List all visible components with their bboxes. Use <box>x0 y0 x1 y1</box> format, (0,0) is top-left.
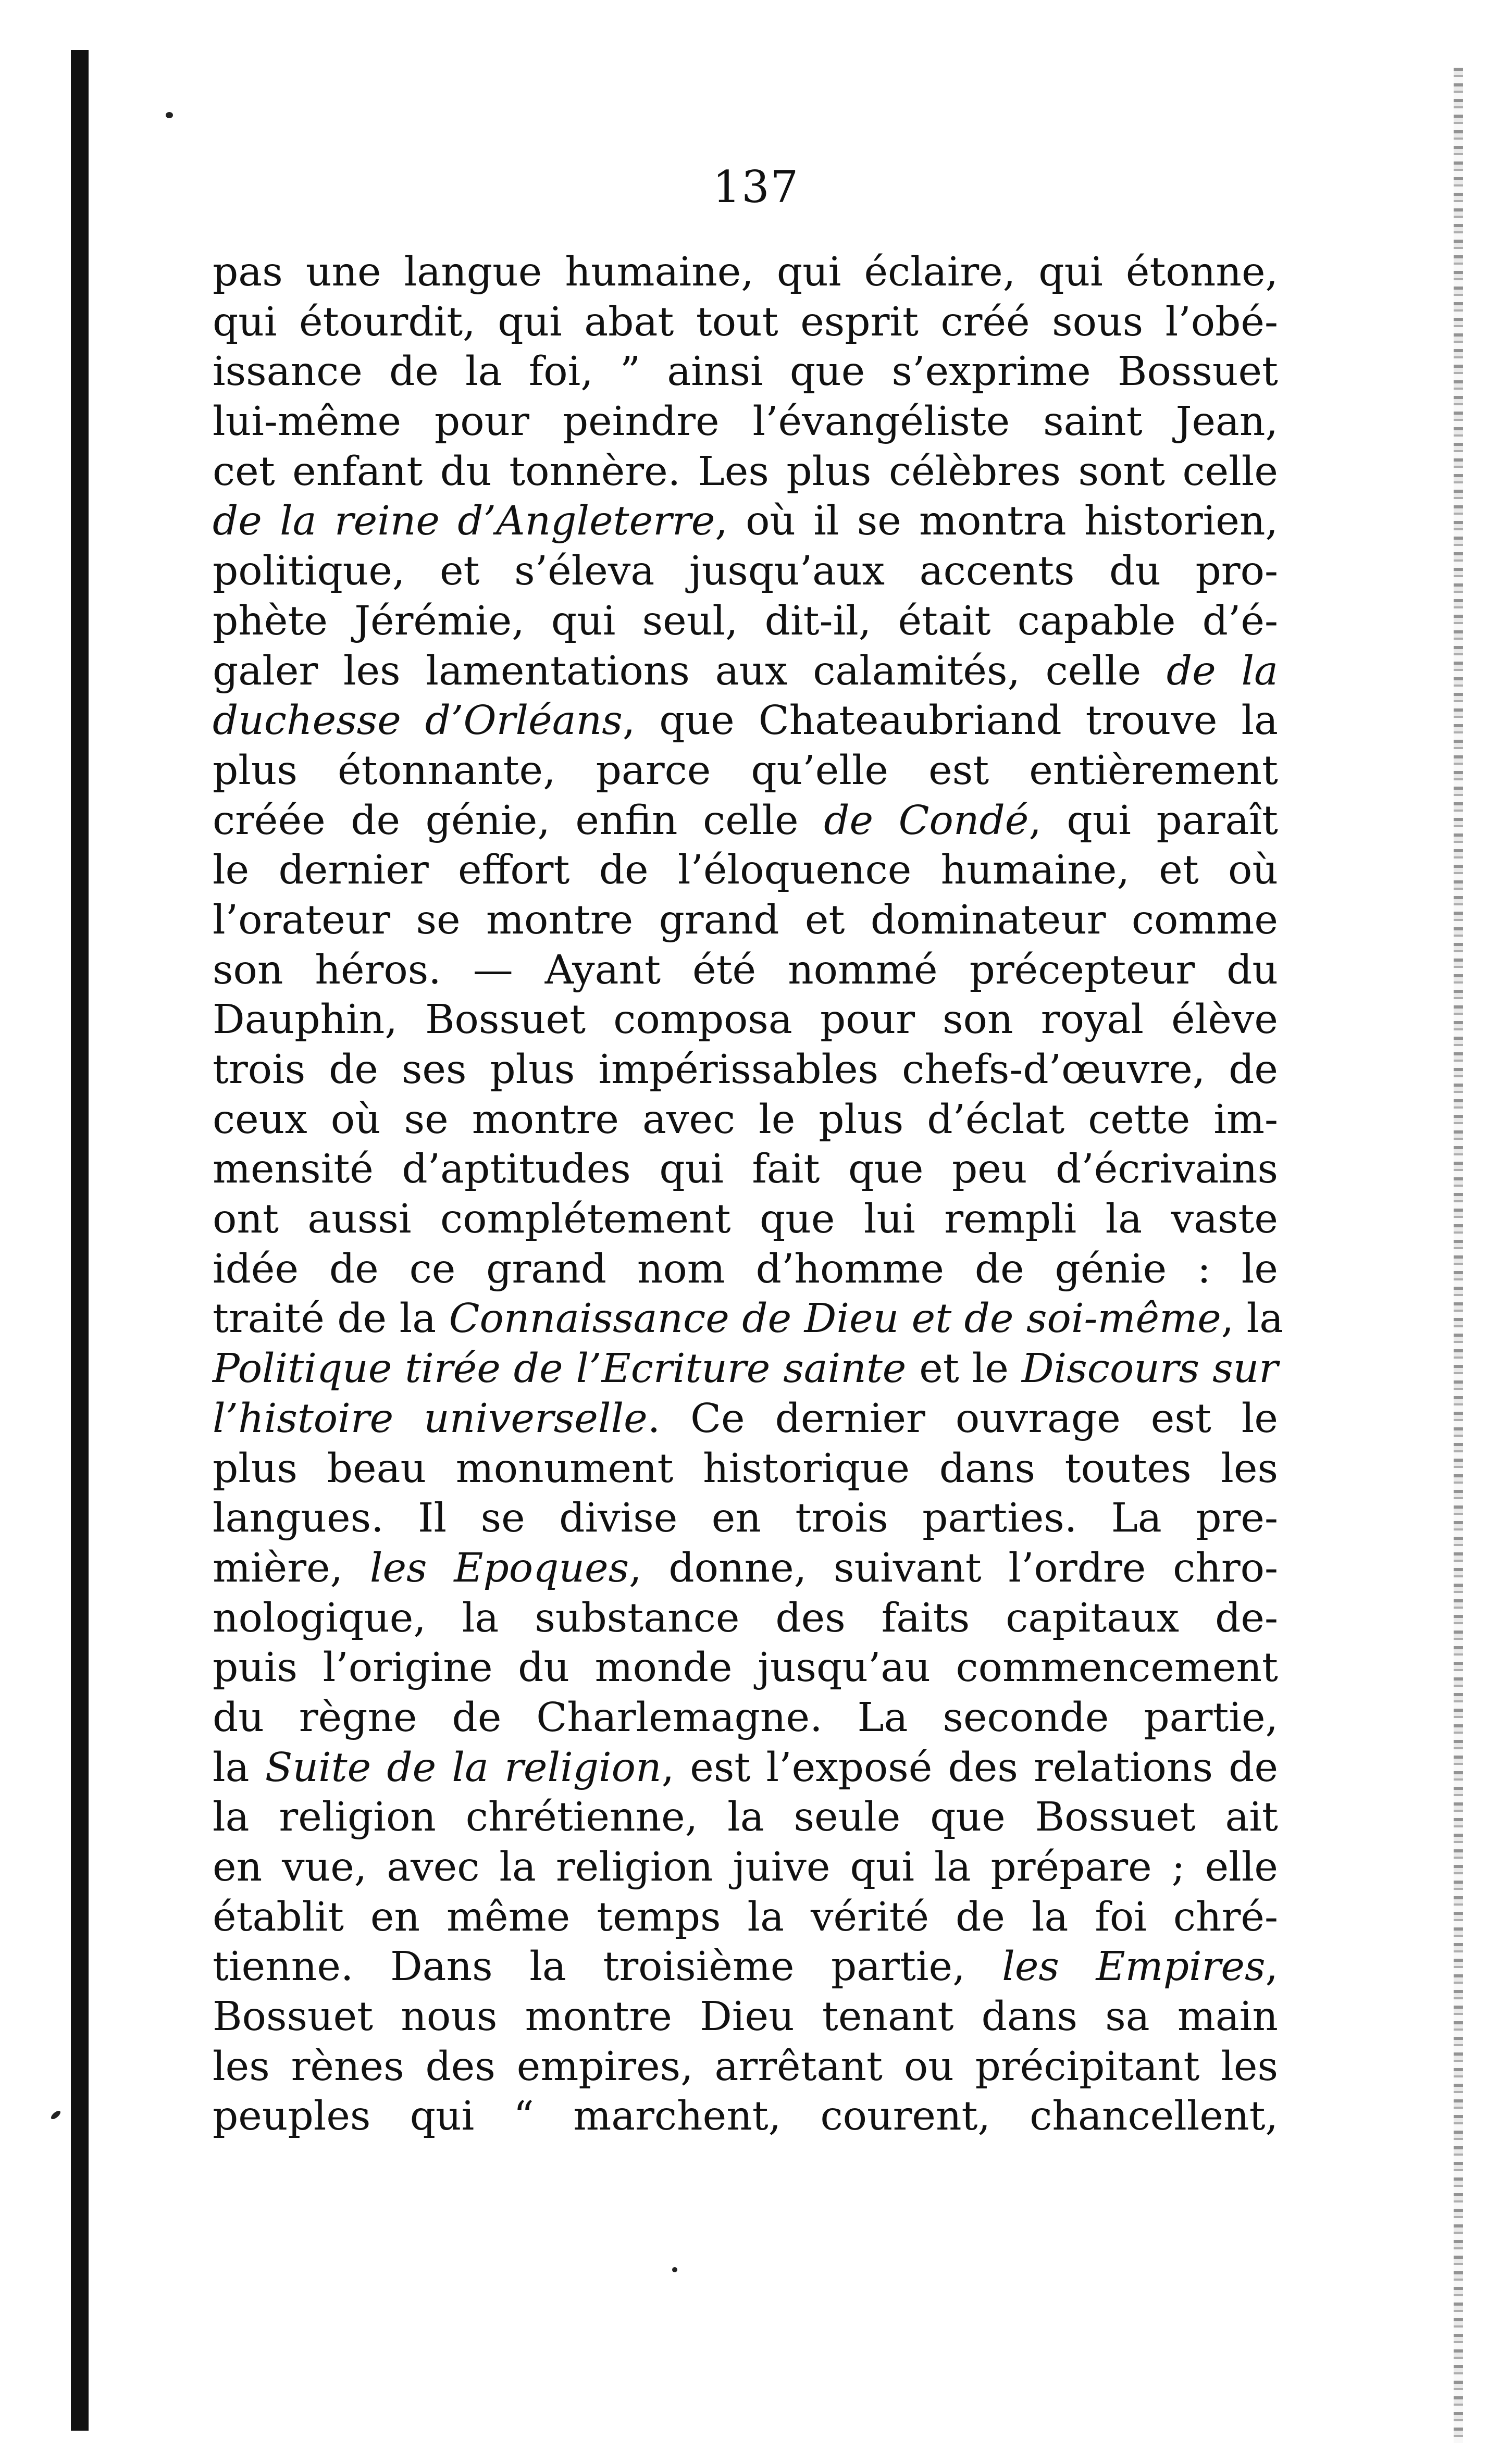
italic-title: de la <box>1166 648 1278 694</box>
text-run: , <box>1265 1944 1278 1990</box>
text-run: , donne, suivant l’ordre chro- <box>629 1545 1279 1591</box>
text-line <box>213 397 1278 447</box>
text-run: , que Chateaubriand trouve la <box>622 698 1278 744</box>
text-line <box>213 1294 1284 1344</box>
text-run: créée de génie, enfin celle <box>213 797 824 844</box>
italic-title: l’histoire universelle <box>213 1395 648 1442</box>
text-line <box>213 1544 1278 1594</box>
text-run: , qui paraît <box>1028 797 1278 844</box>
text-line <box>213 2092 1278 2142</box>
text-line <box>213 1394 1278 1444</box>
text-run: issance de la foi, ” ainsi que s’exprime Bossuet <box>213 349 1278 395</box>
italic-title: duchesse d’Orléans <box>213 698 623 744</box>
italic-title: de Condé <box>824 797 1029 844</box>
text-line <box>213 746 1278 796</box>
text-run: plus étonnante, parce qu’elle est entièrement <box>213 747 1278 794</box>
text-line <box>213 1643 1278 1693</box>
text-line <box>213 845 1278 895</box>
text-line <box>213 1444 1278 1494</box>
italic-title: de la reine d’Angleterre <box>213 498 715 545</box>
text-run: trois de ses plus impérissables chefs-d’œuvre, de <box>213 1047 1278 1093</box>
text-run: . Ce dernier ouvrage est le <box>647 1395 1278 1442</box>
text-run: puis l’origine du monde jusqu’au commencement <box>213 1645 1278 1691</box>
text-run: les rènes des empires, arrêtant ou précipitant les <box>213 2043 1278 2090</box>
text-line <box>213 1144 1278 1194</box>
text-run: mière, <box>213 1545 370 1591</box>
text-line <box>213 1893 1278 1943</box>
page-edge <box>1454 68 1463 2443</box>
text-run: son héros. — Ayant été nommé précepteur du <box>213 947 1278 993</box>
text-line <box>213 1594 1278 1644</box>
text-line <box>213 1942 1278 1992</box>
italic-title: Connaissance de Dieu et de soi-même <box>449 1296 1221 1342</box>
text-run: le dernier effort de l’éloquence humaine, et où <box>213 847 1278 894</box>
ink-speck <box>672 2267 677 2272</box>
text-line <box>213 696 1278 746</box>
text-run: du règne de Charlemagne. La seconde partie, <box>213 1694 1278 1741</box>
text-run: traité de la <box>213 1296 449 1342</box>
text-line <box>213 1245 1278 1295</box>
text-run: et le <box>906 1346 1022 1392</box>
text-line <box>213 895 1278 945</box>
text-run: pas une langue humaine, qui éclaire, qui étonne, <box>213 249 1278 295</box>
text-line <box>213 1494 1278 1544</box>
text-run: phète Jérémie, qui seul, dit-il, était capable d’é- <box>213 598 1278 644</box>
text-run: établit en même temps la vérité de la foi chré- <box>213 1894 1278 1940</box>
text-run: idée de ce grand nom d’homme de génie : le <box>213 1246 1278 1292</box>
text-run: peuples qui “ marchent, courent, chancellent, <box>213 2093 1278 2140</box>
text-run: , la <box>1221 1296 1284 1342</box>
text-line <box>213 1793 1278 1843</box>
italic-title: Suite de la religion <box>265 1744 662 1791</box>
text-run: mensité d’aptitudes qui fait que peu d’écrivains <box>213 1146 1278 1193</box>
text-line <box>213 297 1278 347</box>
text-run: nologique, la substance des faits capitaux de- <box>213 1595 1278 1641</box>
text-line <box>213 247 1278 297</box>
text-line <box>213 1843 1278 1893</box>
binding-shadow <box>71 50 89 2431</box>
text-run: plus beau monument historique dans toutes les <box>213 1445 1278 1492</box>
ink-speck <box>49 2109 61 2121</box>
text-run: tienne. Dans la troisième partie, <box>213 1944 1002 1990</box>
text-line <box>213 2042 1278 2092</box>
text-run: Dauphin, Bossuet composa pour son royal élève <box>213 997 1278 1043</box>
text-line <box>213 1194 1278 1245</box>
italic-title: les Empires <box>1002 1944 1266 1990</box>
text-run: , où il se montra historien, <box>715 498 1278 545</box>
text-line <box>213 347 1278 397</box>
text-run: ceux où se montre avec le plus d’éclat cette im- <box>213 1096 1278 1143</box>
text-run: galer les lamentations aux calamités, celle <box>213 648 1167 694</box>
text-line <box>213 546 1278 596</box>
text-line <box>213 1693 1278 1743</box>
italic-title: Discours sur <box>1021 1346 1278 1392</box>
italic-title: les Epoques <box>369 1545 629 1591</box>
italic-title: Politique tirée de l’Ecriture sainte <box>213 1346 907 1392</box>
body-text <box>213 247 1284 2142</box>
text-line <box>213 596 1278 646</box>
text-run: l’orateur se montre grand et dominateur comme <box>213 897 1278 943</box>
text-line <box>213 447 1278 497</box>
text-run: , est l’exposé des relations de <box>661 1744 1279 1791</box>
text-run: ont aussi complétement que lui rempli la vaste <box>213 1196 1278 1243</box>
text-line <box>213 995 1278 1045</box>
text-line <box>213 1045 1278 1095</box>
page-number: 137 <box>712 161 800 213</box>
text-run: langues. Il se divise en trois parties. La pre- <box>213 1495 1278 1542</box>
text-line <box>213 1992 1278 2042</box>
text-line <box>213 1743 1278 1793</box>
text-run: en vue, avec la religion juive qui la prépare ; elle <box>213 1844 1278 1890</box>
text-run: la <box>213 1744 265 1791</box>
text-run: cet enfant du tonnère. Les plus célèbres sont celle <box>213 448 1278 495</box>
text-run: la religion chrétienne, la seule que Bossuet ait <box>213 1794 1278 1841</box>
text-line <box>213 1344 1278 1394</box>
text-line <box>213 496 1278 546</box>
text-line <box>213 796 1278 846</box>
text-run: lui-même pour peindre l’évangéliste saint Jean, <box>213 399 1278 445</box>
ink-speck <box>166 112 173 118</box>
text-line <box>213 1095 1278 1145</box>
text-line <box>213 646 1278 696</box>
text-run: qui étourdit, qui abat tout esprit créé sous l’obé- <box>213 298 1278 345</box>
text-run: Bossuet nous montre Dieu tenant dans sa main <box>213 1994 1278 2040</box>
text-run: politique, et s’éleva jusqu’aux accents du pro- <box>213 548 1278 595</box>
text-line <box>213 945 1278 995</box>
